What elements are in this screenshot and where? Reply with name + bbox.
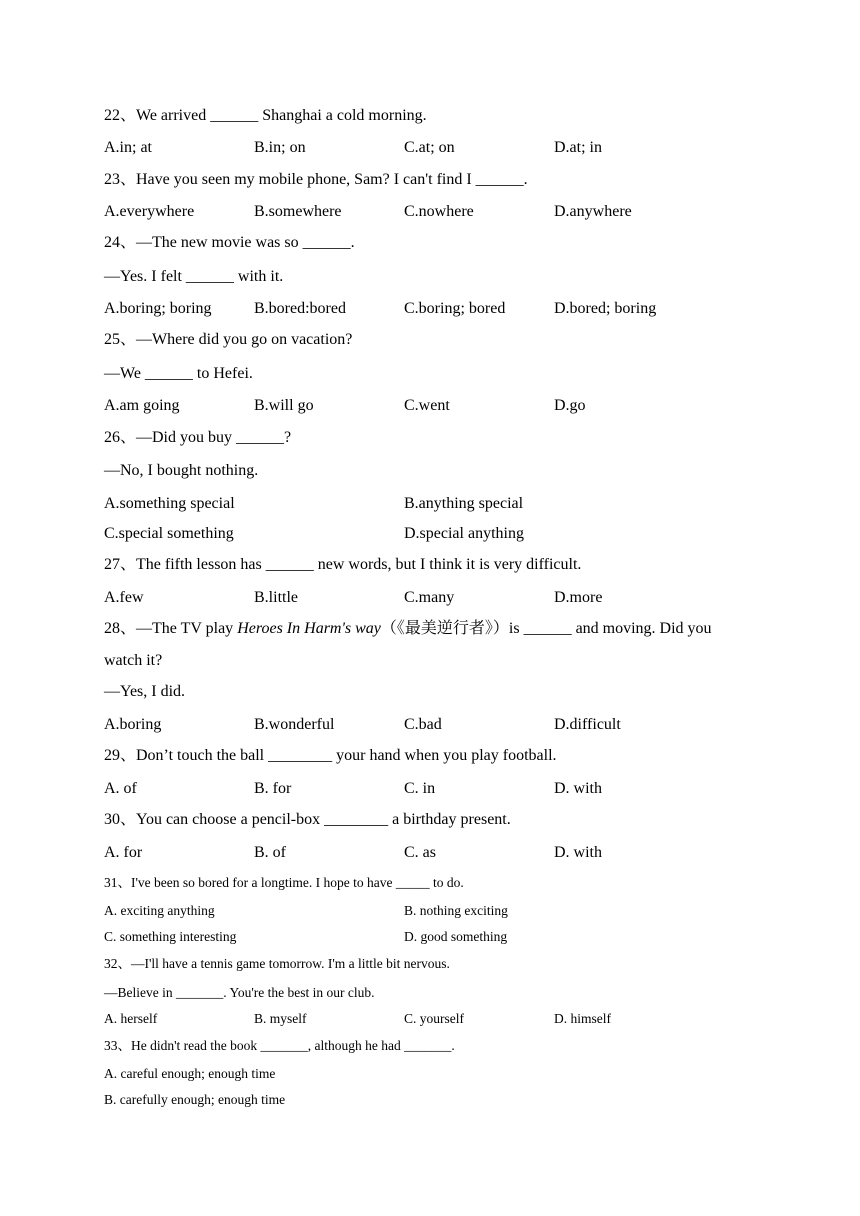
question-27-option-a: A.few	[104, 589, 144, 606]
question-31-option-a: A. exciting anything	[104, 903, 215, 918]
question-24-option-c: C.boring; bored	[404, 300, 506, 317]
question-26-option-d: D.special anything	[404, 525, 524, 542]
question-32-reply: —Believe in _______. You're the best in our club.	[104, 985, 375, 1000]
question-25-option-c: C.went	[404, 397, 450, 414]
question-31-stem: 31、I've been so bored for a longtime. I hope to have _____ to do.	[104, 875, 464, 890]
question-23-option-b: B.somewhere	[254, 203, 342, 220]
question-26-stem: 26、—Did you buy ______?	[104, 429, 292, 446]
question-32-option-c: C. yourself	[404, 1011, 464, 1026]
question-28-option-b: B.wonderful	[254, 716, 335, 733]
question-30-option-a: A. for	[104, 844, 143, 861]
question-33-option-b: B. carefully enough; enough time	[104, 1092, 286, 1107]
question-28-stem	[104, 619, 712, 639]
question-26-option-b: B.anything special	[404, 495, 524, 512]
question-28-stem-end: （《最美逆行者》）is ______ and moving. Did you	[380, 620, 712, 637]
question-30-option-c: C. as	[404, 844, 436, 861]
question-32-stem: 32、—I'll have a tennis game tomorrow. I'm a little bit nervous.	[104, 956, 450, 971]
question-32-option-a: A. herself	[104, 1011, 158, 1026]
question-26-reply: —No, I bought nothing.	[104, 462, 259, 479]
question-25-stem: 25、—Where did you go on vacation?	[104, 331, 353, 348]
question-32-option-d: D. himself	[554, 1011, 611, 1026]
question-29-option-b: B. for	[254, 780, 292, 797]
question-27-option-b: B.little	[254, 589, 298, 606]
question-28-title: Heroes In Harm's way	[237, 620, 381, 637]
question-24-option-d: D.bored; boring	[554, 300, 657, 317]
question-25-reply: —We ______ to Hefei.	[104, 365, 253, 382]
question-23-option-a: A.everywhere	[104, 203, 195, 220]
question-23-option-d: D.anywhere	[554, 203, 632, 220]
question-28-option-c: C.bad	[404, 716, 442, 733]
question-23-option-c: C.nowhere	[404, 203, 474, 220]
question-33-stem: 33、He didn't read the book _______, although he had _______.	[104, 1038, 455, 1053]
question-22-stem: 22、We arrived ______ Shanghai a cold morning.	[104, 107, 427, 124]
question-29-option-d: D. with	[554, 780, 602, 797]
question-22-option-d: D.at; in	[554, 139, 602, 156]
question-26-option-c: C.special something	[104, 525, 234, 542]
question-24-option-a: A.boring; boring	[104, 300, 212, 317]
question-22-option-a: A.in; at	[104, 139, 152, 156]
question-23-stem: 23、Have you seen my mobile phone, Sam? I can't find I ______.	[104, 171, 528, 188]
question-28-option-d: D.difficult	[554, 716, 621, 733]
question-31-option-c: C. something interesting	[104, 929, 237, 944]
question-27-stem: 27、The fifth lesson has ______ new words, but I think it is very difficult.	[104, 556, 582, 573]
question-24-option-b: B.bored:bored	[254, 300, 346, 317]
question-25-option-b: B.will go	[254, 397, 314, 414]
question-24-reply: —Yes. I felt ______ with it.	[104, 268, 284, 285]
question-29-option-c: C. in	[404, 780, 436, 797]
question-25-option-a: A.am going	[104, 397, 180, 414]
question-22-option-b: B.in; on	[254, 139, 306, 156]
question-33-option-a: A. careful enough; enough time	[104, 1066, 276, 1081]
question-31-option-b: B. nothing exciting	[404, 903, 508, 918]
question-30-option-b: B. of	[254, 844, 286, 861]
question-29-stem: 29、Don’t touch the ball ________ your hand when you play football.	[104, 747, 557, 764]
question-22-option-c: C.at; on	[404, 139, 455, 156]
question-28-stem-start: 28、—The TV play	[104, 620, 238, 637]
question-32-option-b: B. myself	[254, 1011, 307, 1026]
question-27-option-d: D.more	[554, 589, 603, 606]
question-30-option-d: D. with	[554, 844, 602, 861]
question-28-option-a: A.boring	[104, 716, 162, 733]
question-30-stem: 30、You can choose a pencil-box ________ a birthday present.	[104, 811, 511, 828]
question-31-option-d: D. good something	[404, 929, 508, 944]
question-28-reply: —Yes, I did.	[104, 683, 186, 700]
question-24-stem: 24、—The new movie was so ______.	[104, 234, 355, 251]
question-28-stem-line2: watch it?	[104, 652, 163, 669]
question-27-option-c: C.many	[404, 589, 455, 606]
question-26-option-a: A.something special	[104, 495, 235, 512]
question-25-option-d: D.go	[554, 397, 586, 414]
question-29-option-a: A. of	[104, 780, 137, 797]
